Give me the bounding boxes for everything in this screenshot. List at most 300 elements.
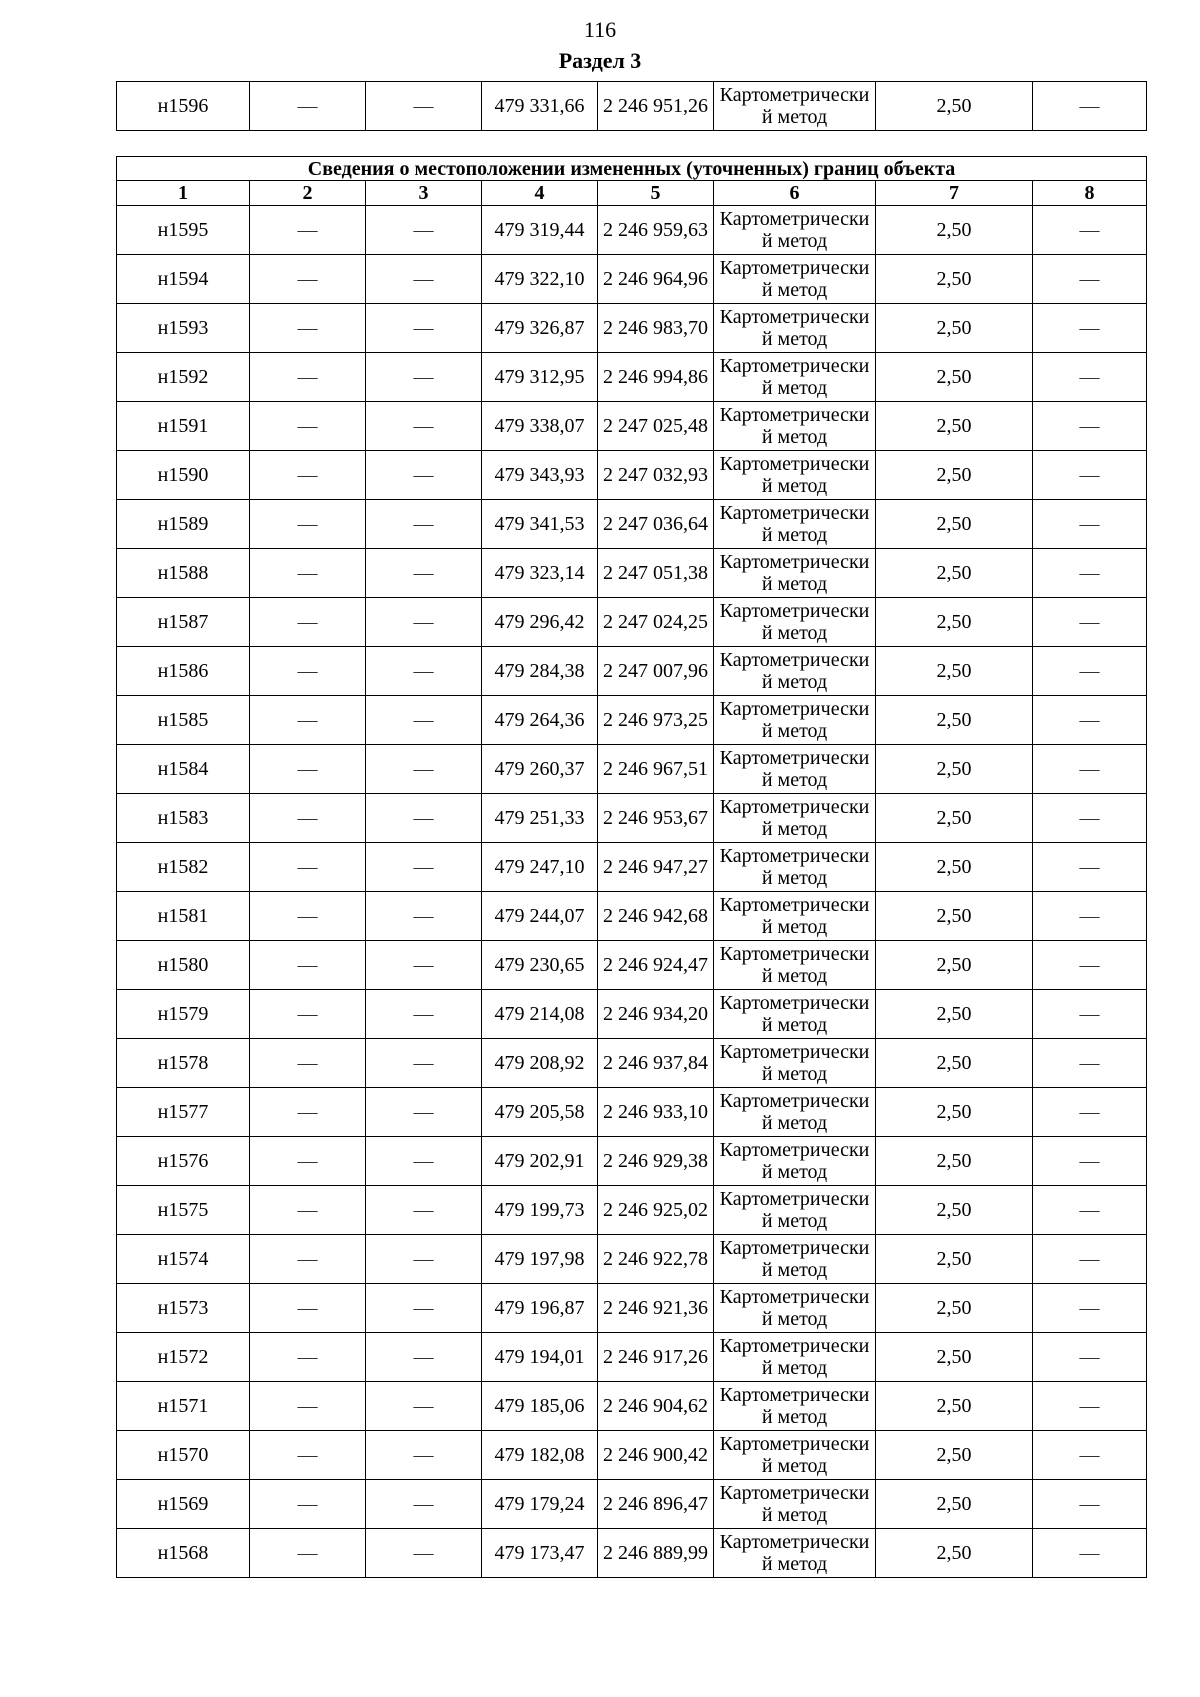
accuracy: 2,50	[876, 745, 1033, 794]
coord-x: 479 326,87	[482, 304, 598, 353]
point-name: н1569	[117, 1480, 250, 1529]
cell-col8: —	[1033, 255, 1147, 304]
table-row	[117, 1186, 1147, 1235]
method-line1: Картометрически	[719, 845, 870, 867]
method-line1: Картометрически	[719, 1531, 870, 1553]
method-line1: Картометрически	[719, 1188, 870, 1210]
cell-col2: —	[250, 794, 366, 843]
method-line1: Картометрически	[719, 943, 870, 965]
method-line2: й метод	[761, 1308, 828, 1330]
cell-col2: —	[250, 451, 366, 500]
cell-col8: —	[1033, 549, 1147, 598]
coord-x: 479 284,38	[482, 647, 598, 696]
table-row	[117, 696, 1147, 745]
cell-col3: —	[366, 941, 482, 990]
method-line1: Картометрически	[719, 1041, 870, 1063]
cell-col8: —	[1033, 82, 1147, 131]
method-cell	[714, 402, 876, 451]
cell-col3: —	[366, 1088, 482, 1137]
accuracy: 2,50	[876, 82, 1033, 131]
cell-col8: —	[1033, 304, 1147, 353]
point-name: н1586	[117, 647, 250, 696]
point-name: н1576	[117, 1137, 250, 1186]
method-cell	[714, 1088, 876, 1137]
cell-col2: —	[250, 1382, 366, 1431]
coord-x: 479 197,98	[482, 1235, 598, 1284]
point-name: н1592	[117, 353, 250, 402]
table-row	[117, 451, 1147, 500]
point-name: н1572	[117, 1333, 250, 1382]
point-name: н1594	[117, 255, 250, 304]
point-name: н1583	[117, 794, 250, 843]
cell-col3: —	[366, 82, 482, 131]
method-cell	[714, 990, 876, 1039]
coord-x: 479 194,01	[482, 1333, 598, 1382]
coord-x: 479 322,10	[482, 255, 598, 304]
cell-col8: —	[1033, 696, 1147, 745]
method-line2: й метод	[761, 475, 828, 497]
accuracy: 2,50	[876, 1382, 1033, 1431]
cell-col8: —	[1033, 500, 1147, 549]
cell-col2: —	[250, 598, 366, 647]
method-line2: й метод	[761, 1406, 828, 1428]
method-line1: Картометрически	[719, 698, 870, 720]
point-name: н1578	[117, 1039, 250, 1088]
method-cell	[714, 1284, 876, 1333]
accuracy: 2,50	[876, 353, 1033, 402]
accuracy: 2,50	[876, 1529, 1033, 1578]
method-line2: й метод	[761, 426, 828, 448]
method-cell	[714, 1333, 876, 1382]
method-cell	[714, 353, 876, 402]
cell-col2: —	[250, 500, 366, 549]
method-cell	[714, 1186, 876, 1235]
accuracy: 2,50	[876, 1284, 1033, 1333]
method-cell	[714, 794, 876, 843]
method-cell	[714, 745, 876, 794]
table-row	[117, 549, 1147, 598]
cell-col8: —	[1033, 941, 1147, 990]
cell-col2: —	[250, 647, 366, 696]
cell-col3: —	[366, 1529, 482, 1578]
point-name: н1589	[117, 500, 250, 549]
coord-x: 479 208,92	[482, 1039, 598, 1088]
coord-y: 2 246 994,86	[598, 353, 714, 402]
table-row	[117, 598, 1147, 647]
coord-x: 479 341,53	[482, 500, 598, 549]
method-line1: Картометрически	[719, 1335, 870, 1357]
method-line2: й метод	[761, 1357, 828, 1379]
column-number: 3	[366, 181, 482, 206]
cell-col8: —	[1033, 402, 1147, 451]
table-row	[117, 1235, 1147, 1284]
method-line2: й метод	[761, 1112, 828, 1134]
table-row	[117, 353, 1147, 402]
method-line1: Картометрически	[719, 600, 870, 622]
point-name: н1575	[117, 1186, 250, 1235]
cell-col2: —	[250, 1431, 366, 1480]
table-row	[117, 990, 1147, 1039]
column-number: 5	[598, 181, 714, 206]
table-row	[117, 1333, 1147, 1382]
method-line2: й метод	[761, 1259, 828, 1281]
cell-col3: —	[366, 353, 482, 402]
cell-col2: —	[250, 1039, 366, 1088]
coord-x: 479 173,47	[482, 1529, 598, 1578]
method-line2: й метод	[761, 524, 828, 546]
cell-col2: —	[250, 1137, 366, 1186]
cell-col8: —	[1033, 206, 1147, 255]
table-row	[117, 892, 1147, 941]
accuracy: 2,50	[876, 1235, 1033, 1284]
column-number: 6	[714, 181, 876, 206]
coord-y: 2 247 032,93	[598, 451, 714, 500]
cell-col2: —	[250, 941, 366, 990]
coord-x: 479 205,58	[482, 1088, 598, 1137]
point-name: н1574	[117, 1235, 250, 1284]
cell-col2: —	[250, 1186, 366, 1235]
page-number: 116	[583, 17, 617, 42]
point-name: н1595	[117, 206, 250, 255]
point-name: н1593	[117, 304, 250, 353]
method-line2: й метод	[761, 720, 828, 742]
method-line2: й метод	[761, 1161, 828, 1183]
method-cell	[714, 941, 876, 990]
cell-col2: —	[250, 892, 366, 941]
section-title: Раздел 3	[558, 48, 642, 73]
method-line2: й метод	[761, 671, 828, 693]
table-row	[117, 1137, 1147, 1186]
column-number: 1	[117, 181, 250, 206]
method-cell	[714, 206, 876, 255]
boundary-table	[116, 156, 1147, 1578]
cell-col8: —	[1033, 892, 1147, 941]
coord-y: 2 246 934,20	[598, 990, 714, 1039]
cell-col2: —	[250, 206, 366, 255]
point-name: н1579	[117, 990, 250, 1039]
table-row	[117, 1039, 1147, 1088]
coord-y: 2 246 951,26	[598, 82, 714, 131]
method-line1: Картометрически	[719, 1237, 870, 1259]
table-body	[117, 206, 1147, 1578]
coord-y: 2 246 947,27	[598, 843, 714, 892]
method-cell	[714, 304, 876, 353]
coord-x: 479 247,10	[482, 843, 598, 892]
table-row	[117, 1480, 1147, 1529]
accuracy: 2,50	[876, 1137, 1033, 1186]
accuracy: 2,50	[876, 843, 1033, 892]
cell-col3: —	[366, 794, 482, 843]
table-row	[117, 1529, 1147, 1578]
accuracy: 2,50	[876, 598, 1033, 647]
coord-x: 479 260,37	[482, 745, 598, 794]
cell-col8: —	[1033, 1529, 1147, 1578]
coord-x: 479 244,07	[482, 892, 598, 941]
cell-col8: —	[1033, 1186, 1147, 1235]
cell-col2: —	[250, 549, 366, 598]
method-cell	[714, 1137, 876, 1186]
method-line1: Картометрически	[719, 551, 870, 573]
method-line2: й метод	[761, 573, 828, 595]
cell-col8: —	[1033, 843, 1147, 892]
method-line1: Картометрически	[719, 306, 870, 328]
table-row	[117, 794, 1147, 843]
method-line2: й метод	[761, 1063, 828, 1085]
point-name: н1587	[117, 598, 250, 647]
cell-col2: —	[250, 1333, 366, 1382]
accuracy: 2,50	[876, 941, 1033, 990]
cell-col3: —	[366, 1186, 482, 1235]
coord-x: 479 179,24	[482, 1480, 598, 1529]
coord-x: 479 199,73	[482, 1186, 598, 1235]
continuation-table	[116, 81, 1147, 131]
coord-y: 2 246 904,62	[598, 1382, 714, 1431]
point-name: н1570	[117, 1431, 250, 1480]
method-line1: Картометрически	[719, 1286, 870, 1308]
cell-col2: —	[250, 1235, 366, 1284]
cell-col3: —	[366, 892, 482, 941]
cell-col3: —	[366, 1137, 482, 1186]
cell-col8: —	[1033, 1137, 1147, 1186]
method-line1: Картометрически	[719, 1139, 870, 1161]
accuracy: 2,50	[876, 500, 1033, 549]
point-name: н1588	[117, 549, 250, 598]
point-name: н1596	[117, 82, 250, 131]
table-row	[117, 1088, 1147, 1137]
cell-col2: —	[250, 304, 366, 353]
column-number: 8	[1033, 181, 1147, 206]
cell-col8: —	[1033, 647, 1147, 696]
cell-col3: —	[366, 843, 482, 892]
cell-col3: —	[366, 1333, 482, 1382]
cell-col3: —	[366, 647, 482, 696]
method-cell	[714, 843, 876, 892]
method-line2: й метод	[761, 279, 828, 301]
table-row	[117, 82, 1147, 131]
accuracy: 2,50	[876, 1088, 1033, 1137]
column-number: 7	[876, 181, 1033, 206]
point-name: н1580	[117, 941, 250, 990]
cell-col2: —	[250, 1088, 366, 1137]
method-line2: й метод	[761, 622, 828, 644]
table-row	[117, 941, 1147, 990]
point-name: н1577	[117, 1088, 250, 1137]
cell-col8: —	[1033, 1431, 1147, 1480]
accuracy: 2,50	[876, 892, 1033, 941]
cell-col8: —	[1033, 1284, 1147, 1333]
table-row	[117, 843, 1147, 892]
method-cell	[714, 82, 876, 131]
column-number-row	[117, 181, 1147, 206]
coord-y: 2 246 925,02	[598, 1186, 714, 1235]
method-line1: Картометрически	[719, 894, 870, 916]
method-cell	[714, 500, 876, 549]
coord-y: 2 246 922,78	[598, 1235, 714, 1284]
coord-x: 479 196,87	[482, 1284, 598, 1333]
point-name: н1571	[117, 1382, 250, 1431]
accuracy: 2,50	[876, 255, 1033, 304]
cell-col2: —	[250, 1480, 366, 1529]
method-line2: й метод	[761, 377, 828, 399]
method-line2: й метод	[761, 1553, 828, 1575]
coord-x: 479 338,07	[482, 402, 598, 451]
cell-col3: —	[366, 402, 482, 451]
method-line1: Картометрически	[719, 502, 870, 524]
method-line2: й метод	[761, 1504, 828, 1526]
cell-col3: —	[366, 696, 482, 745]
cell-col2: —	[250, 843, 366, 892]
coord-y: 2 246 967,51	[598, 745, 714, 794]
cell-col3: —	[366, 451, 482, 500]
cell-col3: —	[366, 1382, 482, 1431]
cell-col2: —	[250, 990, 366, 1039]
table-row	[117, 1382, 1147, 1431]
coord-x: 479 185,06	[482, 1382, 598, 1431]
method-cell	[714, 549, 876, 598]
cell-col3: —	[366, 1284, 482, 1333]
method-line2: й метод	[761, 230, 828, 252]
method-cell	[714, 1529, 876, 1578]
table-row	[117, 402, 1147, 451]
coord-x: 479 296,42	[482, 598, 598, 647]
cell-col8: —	[1033, 598, 1147, 647]
accuracy: 2,50	[876, 549, 1033, 598]
cell-col8: —	[1033, 990, 1147, 1039]
cell-col2: —	[250, 255, 366, 304]
method-line1: Картометрически	[719, 208, 870, 230]
method-cell	[714, 1480, 876, 1529]
method-line1: Картометрически	[719, 992, 870, 1014]
cell-col8: —	[1033, 1480, 1147, 1529]
column-number: 2	[250, 181, 366, 206]
cell-col8: —	[1033, 451, 1147, 500]
point-name: н1582	[117, 843, 250, 892]
cell-col3: —	[366, 1480, 482, 1529]
accuracy: 2,50	[876, 990, 1033, 1039]
cell-col3: —	[366, 598, 482, 647]
coord-y: 2 246 959,63	[598, 206, 714, 255]
point-name: н1568	[117, 1529, 250, 1578]
cell-col8: —	[1033, 1039, 1147, 1088]
method-line1: Картометрически	[719, 355, 870, 377]
method-line1: Картометрически	[719, 796, 870, 818]
point-name: н1590	[117, 451, 250, 500]
coord-y: 2 246 983,70	[598, 304, 714, 353]
method-line1: Картометрически	[719, 453, 870, 475]
method-line1: Картометрически	[719, 649, 870, 671]
method-line1: Картометрически	[719, 1090, 870, 1112]
table-row	[117, 255, 1147, 304]
table-row	[117, 1431, 1147, 1480]
method-line1: Картометрически	[719, 1433, 870, 1455]
column-number: 4	[482, 181, 598, 206]
point-name: н1585	[117, 696, 250, 745]
method-line2: й метод	[761, 1014, 828, 1036]
cell-col2: —	[250, 1529, 366, 1578]
accuracy: 2,50	[876, 647, 1033, 696]
cell-col3: —	[366, 206, 482, 255]
method-line2: й метод	[761, 965, 828, 987]
cell-col8: —	[1033, 1235, 1147, 1284]
coord-y: 2 246 896,47	[598, 1480, 714, 1529]
coord-y: 2 246 953,67	[598, 794, 714, 843]
method-line1: Картометрически	[719, 257, 870, 279]
cell-col2: —	[250, 82, 366, 131]
method-line1: Картометрически	[719, 1384, 870, 1406]
coord-x: 479 312,95	[482, 353, 598, 402]
cell-col2: —	[250, 1284, 366, 1333]
cell-col3: —	[366, 745, 482, 794]
method-line2: й метод	[761, 1455, 828, 1477]
coord-y: 2 246 900,42	[598, 1431, 714, 1480]
cell-col8: —	[1033, 1333, 1147, 1382]
method-cell	[714, 598, 876, 647]
method-line1: Картометрически	[719, 1482, 870, 1504]
coord-x: 479 230,65	[482, 941, 598, 990]
coord-y: 2 247 051,38	[598, 549, 714, 598]
coord-x: 479 319,44	[482, 206, 598, 255]
method-line1: Картометрически	[719, 747, 870, 769]
coord-y: 2 246 889,99	[598, 1529, 714, 1578]
method-line2: й метод	[761, 769, 828, 791]
cell-col3: —	[366, 304, 482, 353]
cell-col2: —	[250, 745, 366, 794]
coord-y: 2 247 007,96	[598, 647, 714, 696]
coord-x: 479 343,93	[482, 451, 598, 500]
method-cell	[714, 892, 876, 941]
method-cell	[714, 1235, 876, 1284]
cell-col8: —	[1033, 1382, 1147, 1431]
coord-y: 2 246 933,10	[598, 1088, 714, 1137]
coord-y: 2 247 036,64	[598, 500, 714, 549]
coord-y: 2 246 929,38	[598, 1137, 714, 1186]
accuracy: 2,50	[876, 451, 1033, 500]
method-cell	[714, 1431, 876, 1480]
coord-x: 479 264,36	[482, 696, 598, 745]
coord-x: 479 323,14	[482, 549, 598, 598]
accuracy: 2,50	[876, 696, 1033, 745]
accuracy: 2,50	[876, 1186, 1033, 1235]
accuracy: 2,50	[876, 206, 1033, 255]
method-cell	[714, 1382, 876, 1431]
coord-y: 2 246 964,96	[598, 255, 714, 304]
point-name: н1591	[117, 402, 250, 451]
cell-col8: —	[1033, 1088, 1147, 1137]
cell-col3: —	[366, 990, 482, 1039]
cell-col2: —	[250, 353, 366, 402]
method-cell	[714, 647, 876, 696]
cell-col3: —	[366, 500, 482, 549]
accuracy: 2,50	[876, 402, 1033, 451]
point-name: н1581	[117, 892, 250, 941]
accuracy: 2,50	[876, 1333, 1033, 1382]
method-line2: й метод	[761, 1210, 828, 1232]
coord-x: 479 202,91	[482, 1137, 598, 1186]
method-line2: й метод	[761, 818, 828, 840]
coord-y: 2 246 924,47	[598, 941, 714, 990]
coord-y: 2 246 917,26	[598, 1333, 714, 1382]
method-line2: й метод	[761, 916, 828, 938]
coord-y: 2 247 024,25	[598, 598, 714, 647]
table-row	[117, 500, 1147, 549]
cell-col3: —	[366, 549, 482, 598]
accuracy: 2,50	[876, 1480, 1033, 1529]
table-caption: Сведения о местоположении измененных (уточненных) границ объекта	[117, 157, 1147, 181]
coord-y: 2 246 973,25	[598, 696, 714, 745]
point-name: н1573	[117, 1284, 250, 1333]
cell-col3: —	[366, 1431, 482, 1480]
cell-col8: —	[1033, 353, 1147, 402]
